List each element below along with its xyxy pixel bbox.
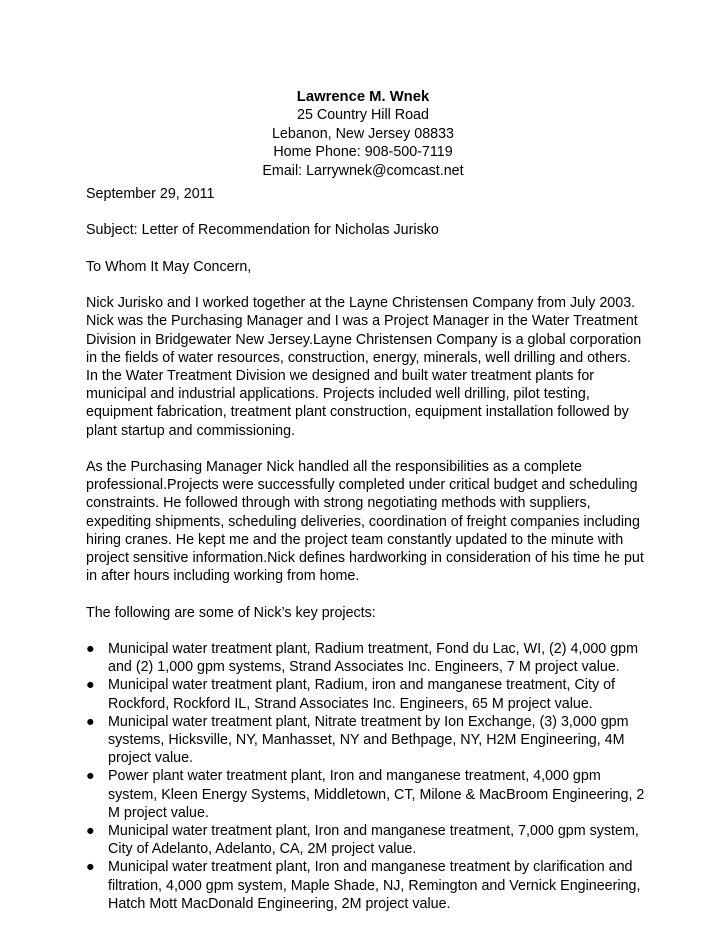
project-text: Municipal water treatment plant, Radium, iron and manganese treatment, City of Rockford, Rockford IL, Strand Associates Inc. Engineers, 65 M project value.: [108, 677, 615, 712]
list-item: [86, 822, 646, 858]
project-text: Municipal water treatment plant, Iron and manganese treatment, 7,000 gpm system, City of Adelanto, Adelanto, CA, 2M project value.: [108, 823, 639, 858]
project-text: Power plant water treatment plant, Iron and manganese treatment, 4,000 gpm system, Kleen Energy Systems, Middletown, CT, Milone & MacBroom Engineering, 2 M project value.: [108, 768, 645, 821]
bullet-icon: ●: [86, 768, 95, 785]
letter-subject: Subject: Letter of Recommendation for Nicholas Jurisko: [86, 222, 439, 239]
list-item: [86, 858, 646, 913]
project-text: Municipal water treatment plant, Nitrate treatment by Ion Exchange, (3) 3,000 gpm systems, Hicksville, NY, Manhasset, NY and Bethpage, NY, H2M Engineering, 4M project value.: [108, 713, 629, 767]
list-item: [86, 676, 646, 712]
bullet-icon: ●: [86, 859, 95, 876]
projects-intro: The following are some of Nick’s key projects:: [86, 604, 376, 621]
bullet-icon: ●: [86, 640, 95, 657]
letterhead: [200, 88, 526, 180]
sender-phone: Home Phone: 908-500-7119: [273, 144, 453, 161]
sender-address-line1: 25 Country Hill Road: [297, 107, 429, 124]
bullet-icon: ●: [86, 677, 95, 694]
letter-body: [86, 185, 646, 913]
sender-address-line2: Lebanon, New Jersey 08833: [271, 125, 454, 142]
letter-date: September 29, 2011: [86, 186, 215, 202]
list-item: [86, 767, 646, 822]
sender-name: Lawrence M. Wnek: [296, 89, 430, 105]
paragraph-1: Nick Jurisko and I worked together at the Layne Christensen Company from July 2003. Nick was the Purchasing Manager and I was a Project Manager in the Water Treatment Division in Bridgewater New Jersey.Layne Christensen Company is a global corporation in the fields of water resources, construction, energy, minerals, well drilling and others. In the Water Treatment Division we designed and built water treatment plants for municipal and industrial applications. Projects included well drilling, pilot testing, equipment fabrication, treatment plant construction, equipment installation followed by plant startup and commissioning.: [86, 295, 642, 439]
bullet-icon: ●: [86, 713, 95, 730]
list-item: [86, 640, 646, 676]
projects-list: [86, 640, 646, 913]
paragraph-2: As the Purchasing Manager Nick handled all the responsibilities as a complete professional.Projects were successfully completed under critical budget and scheduling constraints. He followed through with strong negotiating methods with suppliers, expediting shipments, scheduling deliveries, coordination of freight companies including hiring cranes. He kept me and the project team constantly updated to the minute with project sensitive information.Nick defines hardworking in consideration of his time he put in after hours including working from home.: [86, 458, 644, 585]
project-text: Municipal water treatment plant, Radium treatment, Fond du Lac, WI, (2) 4,000 gpm and (2) 1,000 gpm systems, Strand Associates Inc. Engineers, 7 M project value.: [108, 640, 639, 676]
bullet-icon: ●: [86, 823, 95, 840]
sender-email: Email: Larrywnek@comcast.net: [262, 162, 464, 179]
list-item: [86, 713, 646, 768]
letter-salutation: To Whom It May Concern,: [86, 258, 252, 275]
project-text: Municipal water treatment plant, Iron and manganese treatment by clarification and filtration, 4,000 gpm system, Maple Shade, NJ, Remington and Vernick Engineering, Hatch Mott MacDonald Engineering, 2M project value.: [108, 859, 641, 912]
